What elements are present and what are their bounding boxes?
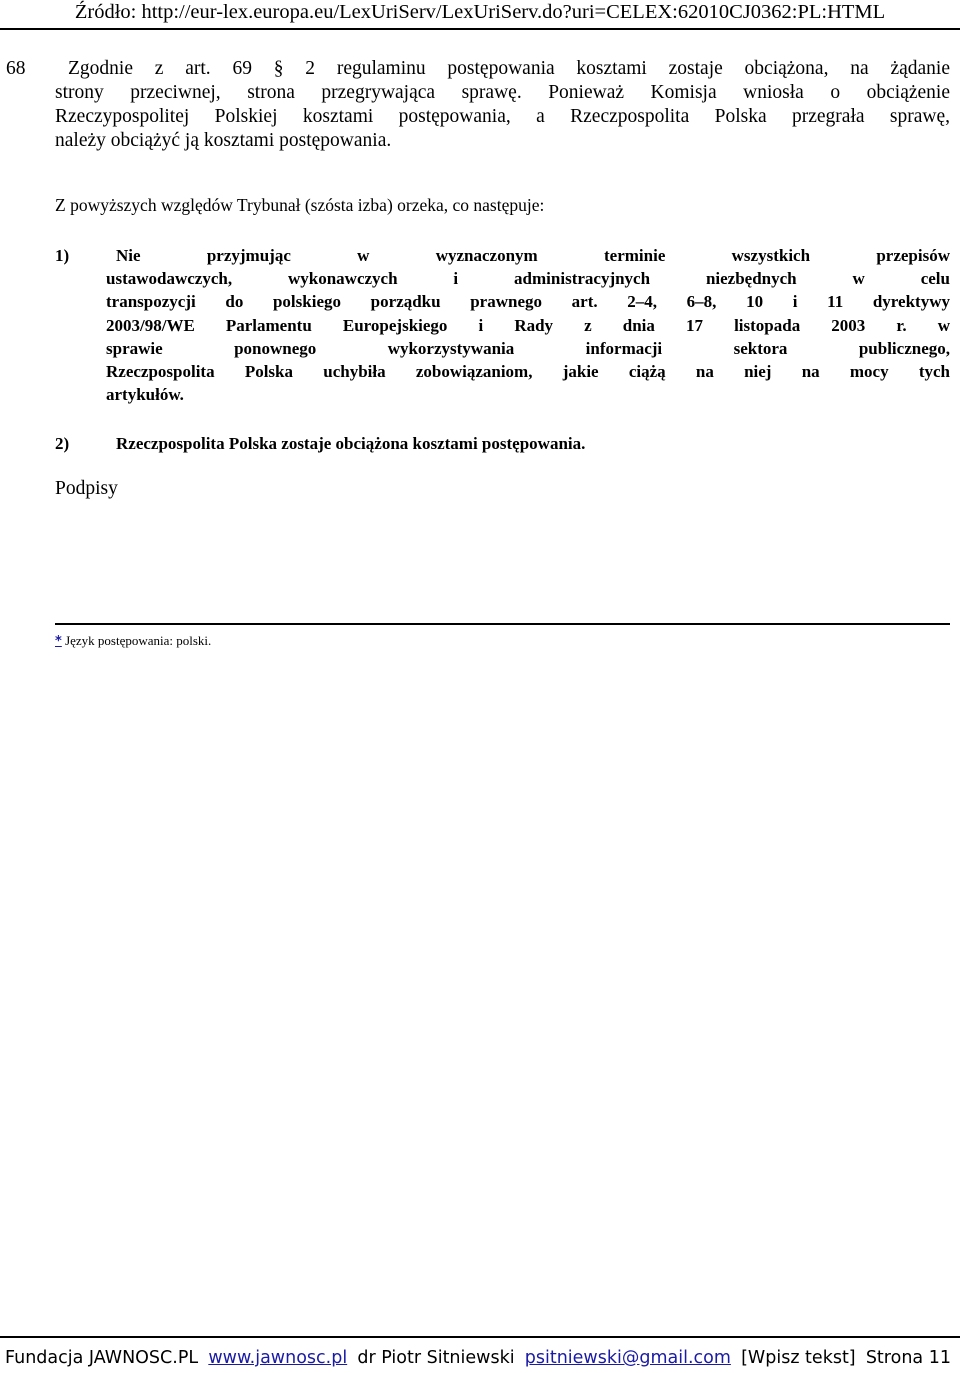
signatures-label: Podpisy bbox=[55, 478, 118, 499]
footnote bbox=[55, 633, 211, 650]
ruling-intro: Z powyższych względów Trybunał (szósta izba) orzeka, co następuje: bbox=[55, 195, 545, 215]
ruling-item-number: 2) bbox=[55, 434, 70, 453]
footer-foundation: Fundacja JAWNOSC.PL bbox=[5, 1348, 199, 1368]
ruling-item-line: Rzeczpospolita Polska uchybiła zobowiązaniom, jakie ciążą na niej na mocy tych bbox=[106, 362, 950, 381]
source-url-header: Źródło: http://eur-lex.europa.eu/LexUriServ/LexUriServ.do?uri=CELEX:62010CJ0362:PL:HTML bbox=[74, 1, 886, 23]
paragraph-line: należy obciążyć ją kosztami postępowania. bbox=[55, 130, 392, 151]
paragraph-line: Rzeczypospolitej Polskiej kosztami postępowania, a Rzeczpospolita Polska przegrała sprawę, bbox=[55, 106, 950, 127]
ruling-item-line: artykułów. bbox=[106, 385, 184, 404]
page-footer bbox=[5, 1346, 951, 1370]
footer-email-link[interactable]: psitniewski@gmail.com bbox=[524, 1348, 731, 1368]
ruling-item-text: Rzeczpospolita Polska zostaje obciążona kosztami postępowania. bbox=[116, 434, 586, 453]
ruling-item-line: 2003/98/WE Parlamentu Europejskiego i Rady z dnia 17 listopada 2003 r. w bbox=[106, 316, 950, 335]
footer-divider bbox=[0, 1336, 960, 1338]
footnote-link[interactable]: * bbox=[55, 634, 62, 649]
ruling-item-number: 1) bbox=[55, 246, 70, 265]
paragraph-line: strony przeciwnej, strona przegrywająca sprawę. Ponieważ Komisja wniosła o obciążenie bbox=[55, 82, 950, 103]
footer-website-link[interactable]: www.jawnosc.pl bbox=[208, 1348, 348, 1368]
footer-page-number: Strona 11 bbox=[865, 1348, 951, 1368]
footnote-text: Język postępowania: polski. bbox=[61, 633, 212, 648]
ruling-item-line: Nie przyjmując w wyznaczonym terminie wszystkich przepisów bbox=[116, 246, 950, 265]
footer-author: dr Piotr Sitniewski bbox=[357, 1348, 515, 1368]
ruling-item-line: transpozycji do polskiego porządku prawnego art. 2–4, 6–8, 10 i 11 dyrektywy bbox=[106, 292, 950, 311]
ruling-item-line: sprawie ponownego wykorzystywania informacji sektora publicznego, bbox=[106, 339, 950, 358]
footer-placeholder: [Wpisz tekst] bbox=[741, 1348, 856, 1368]
paragraph-number: 68 bbox=[6, 58, 26, 79]
footnote-divider bbox=[55, 623, 950, 625]
paragraph-line: Zgodnie z art. 69 § 2 regulaminu postępowania kosztami zostaje obciążona, na żądanie bbox=[68, 58, 950, 79]
ruling-item-line: ustawodawczych, wykonawczych i administracyjnych niezbędnych w celu bbox=[106, 269, 950, 288]
header-divider bbox=[0, 28, 960, 30]
